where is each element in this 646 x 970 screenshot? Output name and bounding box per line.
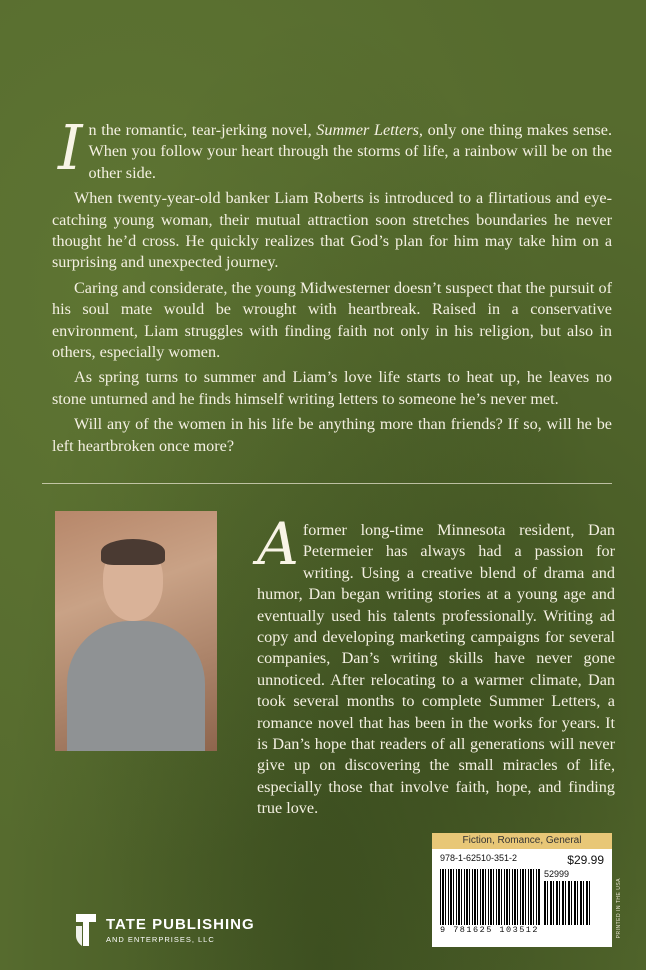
barcode-bars [440,869,540,925]
section-divider [42,483,612,484]
author-bio [257,510,615,820]
isbn-number: 978-1-62510-351-2 [440,853,518,863]
blurb-paragraph-2: When twenty-year-old banker Liam Roberts is introduced to a flirtatious and eye-catching young woman, their mutual attraction soon stretches boundaries he never thought he’d cross. He quickly realizes that God’s plan for him may take him on a surprising and unexpected journey. [52,189,612,272]
barcode-addon-number: 52999 [544,869,570,879]
publisher-logo [74,912,255,948]
author-drop-cap: A [257,510,299,578]
publisher-name: TATE PUBLISHING [106,916,255,933]
author-bio-text: former long-time Minnesota resident, Dan Petermeier has always had a passion for writing. Using a creative blend of drama and humor, Dan began writing stories at a young age and eventually used his talents professionally. Writing ad copy and developing marketing campaigns for several companies, Dan’s writing skills have never gone unnoticed. After relocating to a warmer climate, Dan took several months to complete Summer Letters, a romance novel that has been in the works for years. It is Dan’s hope that readers of all generations will never give up on discovering the small miracles of life, especially those that involve faith, hope, and finding true love. [257,521,615,818]
blurb-paragraph-3: Caring and considerate, the young Midwesterner doesn’t suspect that the pursuit of his soul mate would be wrought with heartbreak. Raised in a conservative environment, Liam struggles with finding faith not only in his religion, but also in others, especially women. [52,278,612,362]
barcode-label [432,833,612,947]
book-blurb [52,111,613,461]
author-photo [55,511,217,751]
blurb-text: only one thing makes sense. When you follow your heart through the storms of life, a rainbow will be on the other side. [88,121,613,182]
blurb-paragraph-5: Will any of the women in his life be anything more than friends? If so, will he be left heartbroken once more? [52,415,612,455]
barcode-digits: 9 781625 103512 [440,925,540,935]
blurb-text: n the romantic, tear-jerking novel, [88,121,317,139]
barcode-addon-bars [544,881,590,925]
blurb-drop-cap: I [58,111,83,184]
publisher-subtitle: AND ENTERPRISES, LLC [106,935,215,944]
genre-band: Fiction, Romance, General [432,833,612,849]
blurb-paragraph-4: As spring turns to summer and Liam’s love life starts to heat up, he leaves no stone unturned and he finds himself writing letters to someone he’s never met. [52,368,612,408]
blurb-paragraph-1 [52,111,613,184]
printed-in-usa-note: PRINTED IN THE USA [616,878,622,939]
publisher-logo-icon [74,912,98,948]
book-title-inline: Summer Letters, [316,121,423,139]
price-label: $29.99 [567,853,604,867]
